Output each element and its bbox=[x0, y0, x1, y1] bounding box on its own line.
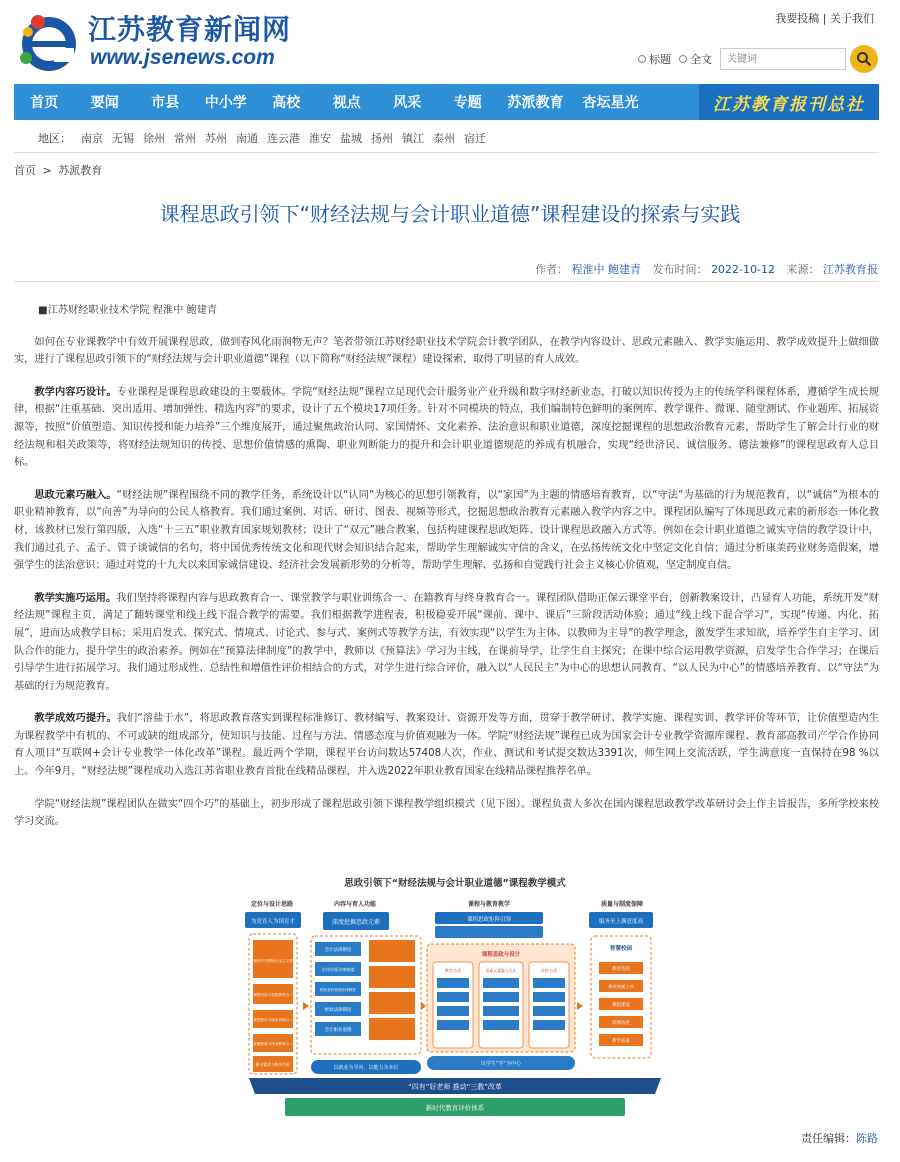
diagram-column-head: 定位与设计思路 bbox=[250, 901, 294, 908]
site-header bbox=[0, 0, 900, 84]
search-option-title[interactable] bbox=[638, 51, 671, 67]
site-name-en[interactable]: www.jsenews.com bbox=[90, 46, 275, 69]
region-bar bbox=[38, 130, 495, 146]
diagram-column-teaching bbox=[427, 900, 575, 1070]
diagram-footer: 新时代教育评价体系 bbox=[425, 1104, 485, 1112]
diagram-node: 课堂教学与职业训练合一 bbox=[253, 1018, 293, 1022]
region-link-suzhou[interactable]: 苏州 bbox=[205, 132, 227, 145]
teaching-model-diagram bbox=[227, 872, 683, 1120]
diagram-column-head: 内容与育人功能 bbox=[333, 901, 377, 908]
nav-item-universities[interactable]: 高校 bbox=[272, 95, 301, 111]
search-option-fulltext-label: 全文 bbox=[690, 53, 712, 66]
diagram-node: 教学方法 bbox=[444, 968, 462, 973]
diagram-node: 职业素养与终身发展 bbox=[255, 1062, 291, 1067]
diagram-node: 课程建设 bbox=[612, 1003, 630, 1008]
search-input[interactable] bbox=[720, 48, 846, 70]
diagram-node: 智慧校园 bbox=[609, 946, 633, 952]
nav-item-home[interactable]: 首页 bbox=[30, 95, 59, 111]
region-link-wuxi[interactable]: 无锡 bbox=[112, 132, 134, 145]
diagram-node: 思政元素融入方式 bbox=[485, 968, 517, 973]
search-area bbox=[638, 44, 878, 74]
nav-item-viewpoint[interactable]: 视点 bbox=[332, 95, 361, 111]
diagram-node: 诊断改进 bbox=[612, 1021, 630, 1026]
region-link-suqian[interactable]: 宿迁 bbox=[464, 132, 486, 145]
diagram-node: 支付结算法律制度 bbox=[321, 967, 355, 972]
diagram-node: 会计职业道德 bbox=[324, 1028, 352, 1033]
nav-item-news[interactable]: 要闻 bbox=[90, 95, 119, 111]
diagram-node: 课程思政与设计 bbox=[481, 952, 521, 958]
diagram-column-positioning bbox=[241, 900, 306, 1074]
diagram-node: 评价方法 bbox=[540, 968, 558, 973]
diagram-node: 会计法律制度 bbox=[324, 948, 352, 953]
region-link-changzhou[interactable]: 常州 bbox=[174, 132, 196, 145]
radio-circle-icon bbox=[679, 55, 687, 63]
diagram-node: 深度挖掘思政元素 bbox=[331, 919, 381, 926]
search-option-title-label: 标题 bbox=[649, 53, 671, 66]
nav-item-stars[interactable]: 杏坛星光 bbox=[582, 95, 639, 111]
article-paragraph bbox=[14, 384, 879, 472]
diagram-band-text: “四有”好老师 推动“三教”改革 bbox=[408, 1083, 502, 1091]
region-link-nanjing[interactable]: 南京 bbox=[81, 132, 103, 145]
paragraph-text: 我们坚持将课程内容与思政教育合一、课堂教学与职业训练合一、在籍教育与终身教育合一。课程团队借助正保云课堂平台，创新教案设计，凸显育人功能，系统开发“财经法规”课程主页，满足了翻转课堂和线上线下混合教学的需要。我们根据教学进程表，积极稳妥开展“课前、课中、课后”三阶段活动体验；通过“线上线下混合学习”，实现“传递、内化、拓展”，进而达成教学目标；采用启发式、探究式、情境式、讨论式、参与式、案例式等教学方法，有效实现“以学生为主体、以教师为主导”的教学理念，激发学生求知欲，培养学生自主学习、团队合作的能力，提升学生的政治素养。例如在“预算法律制度”的教学中，教师以《预算法》学习为主线，在课前导学，让学生自主探究；在课中综合运用教学资源，启发学生合作学习；在课后引导学生进行拓展学习。我们通过形成性、总结性和增值性评价相结合的方式，对学生进行综合评价，融入以“人民民主”为中心的思想认同教育、“以人民为中心”的情感培养教育、以“守法”为基础的行为规范教育。 bbox=[14, 592, 879, 692]
paragraph-lead: 教学成效巧提升。 bbox=[34, 713, 117, 725]
diagram-column-head: 质量与制度保障 bbox=[600, 901, 644, 908]
search-option-fulltext[interactable] bbox=[679, 51, 712, 67]
date-label: 发布时间： bbox=[652, 263, 708, 276]
nav-item-supai[interactable]: 苏派教育 bbox=[507, 95, 564, 111]
source-value: 江苏教育报 bbox=[823, 263, 878, 276]
breadcrumb-separator: > bbox=[42, 164, 52, 177]
paragraph-text: 我们“溶盐于水”，将思政教育落实到课程标准修订、教材编写、教案设计、资源开发等方面，贯穿于教学研讨、教学实施、课程实训、教学评价等环节，让价值塑造内生为课程教学中有机的、不可或缺的组成部分，使知识与技能、过程与方法、情感态度与价值观融为一体。学院“财经法规”课程已成为国家会计专业教学资源库课程、教育部高教司产学合作协同育人项目“互联网+会计专业教学一体化改革”课程。最近两个学期，课程平台访问数达57408人次，作业、测试和考试提交数达3391次，师生网上交流活跃，学生满意度一直保持在98 %以上。今年9月，“财经法规”课程成功入选江苏省职业教育首批在线精品课程，并入选2022年职业教育国家在线精品课程推荐名单。 bbox=[14, 713, 879, 778]
press-group-banner[interactable]: 江苏教育报刊总社 bbox=[699, 84, 879, 120]
nav-item-k12[interactable]: 中小学 bbox=[204, 95, 247, 111]
diagram-node: 教改课题立项 bbox=[608, 984, 634, 989]
article-paragraph bbox=[14, 710, 879, 780]
article-body bbox=[14, 302, 879, 846]
divider bbox=[14, 152, 879, 153]
search-button[interactable] bbox=[850, 45, 878, 73]
region-link-lianyungang[interactable]: 连云港 bbox=[267, 132, 300, 145]
paragraph-lead: 教学实施巧运用。 bbox=[34, 592, 117, 604]
breadcrumb-current[interactable]: 苏派教育 bbox=[58, 164, 103, 177]
region-link-yancheng[interactable]: 盐城 bbox=[340, 132, 362, 145]
paragraph-text: 专业课程是课程思政建设的主要载体。学院“财经法规”课程立足现代会计服务业产业升级和数字财经新业态，打破以知识传授为主的传统学科课程体系，遵循学生成长规律，根据“注重基础、突出适用、增加弹性、精选内容”的要求，设计了五个模块17项任务。针对不同模块的特点，我们编制特色鲜明的案例库、教学课件、微课、随堂测试、作业题库、拓展资源等，按照“价值塑造、知识传授和能力培养”三个维度展开，通过聚焦政治认同、家国情怀、文化素养、法治意识和职业道德，深度挖掘课程的思想政治教育元素，帮助学生了解会计行业的财经法规和相关政策等，将财经法规知识的传授、思想价值情感的熏陶、职业判断能力的提升和会计职业道德规范的养成有机融合，实现“经世济民、诚信服务、德法兼修”的课程思政育人总目标。 bbox=[14, 386, 880, 469]
diagram-column-head: 课程与教育教学 bbox=[467, 901, 511, 908]
diagram-node: 课程思政矩阵引领 bbox=[466, 917, 512, 923]
nav-item-topics[interactable]: 专题 bbox=[453, 95, 482, 111]
article-title: 课程思政引领下“财经法规与会计职业道德”课程建设的探索与实践 bbox=[159, 202, 741, 226]
article-paragraph bbox=[14, 590, 879, 696]
search-icon bbox=[856, 51, 872, 67]
source-label: 来源： bbox=[786, 263, 820, 276]
site-logo-icon[interactable] bbox=[14, 6, 84, 76]
article-meta bbox=[535, 261, 878, 277]
nav-item-cities[interactable]: 市县 bbox=[151, 95, 180, 111]
region-link-taizhou[interactable]: 泰州 bbox=[433, 132, 455, 145]
divider bbox=[14, 281, 879, 282]
paragraph-lead: 思政元素巧融入。 bbox=[34, 489, 117, 501]
region-link-xuzhou[interactable]: 徐州 bbox=[143, 132, 165, 145]
diagram-node: 服务至上满意度高 bbox=[598, 919, 644, 925]
diagram-node: 教材选用 bbox=[612, 967, 630, 972]
diagram-column-quality bbox=[589, 900, 653, 1058]
paragraph-text: “财经法规”课程围绕不同的教学任务，系统设计以“认同”为核心的思想引领教育，以“家国”为主题的情感培育教育，以“守法”为基础的行为规范教育，以“诚信”为根本的职业精神教育，以“向善”为导向的公民人格教育。我们通过案例、对话、研讨、图表、视频等形式，挖掘思想政治教育元素融入教学内容之中。课程团队编写了体现思政元素的新形态一体化教材，该教材已发行第四版，入选“十三五”职业教育国家规划教材；设计了“双元”融合教案，包括构建课程思政矩阵、设计课程思政融入方式等。例如在会计职业道德之诚实守信的教学设计中，我们通过孔子、孟子、管子谈诚信的名句，将中国优秀传统文化和现代财会知识结合起来，帮助学生理解诚实守信的含义，在弘扬传统文化中坚定文化自信；通过分析康美药业财务造假案，增强学生的法治意识；通过对党的十九大以来国家诚信建设、经济社会发展新形势的分析等，帮助学生理解、弘扬和自觉践行社会主义核心价值观，坚定制度自信。 bbox=[14, 489, 879, 572]
diagram-node: 课程内容与思政教育合一 bbox=[253, 993, 293, 997]
diagram-node: 税收征收管理法律制度 bbox=[320, 988, 356, 992]
breadcrumb bbox=[14, 162, 102, 178]
diagram-node: 教学质量 bbox=[612, 1039, 630, 1044]
region-link-zhenjiang[interactable]: 镇江 bbox=[402, 132, 424, 145]
region-label: 地区： bbox=[38, 132, 71, 145]
responsible-editor bbox=[801, 1130, 878, 1146]
paragraph-lead: 教学内容巧设计。 bbox=[34, 386, 117, 398]
article-paragraph bbox=[14, 487, 879, 575]
diagram-column-content bbox=[311, 900, 421, 1074]
site-name-cn[interactable]: 江苏教育新闻网 bbox=[88, 13, 292, 46]
diagram-node: 为党育人为国育才 bbox=[250, 919, 296, 925]
region-link-yangzhou[interactable]: 扬州 bbox=[371, 132, 393, 145]
author-value: 程淮中 鲍建青 bbox=[571, 263, 642, 276]
article-paragraph: 学院“财经法规”课程团队在做实“四个巧”的基础上，初步形成了课程思政引领下课程教学组织模式（见下图）。课程负责人多次在国内课程思政教学改革研讨会上作主旨报告，多所学校来校学习交流。 bbox=[14, 798, 879, 828]
region-link-nantong[interactable]: 南通 bbox=[236, 132, 258, 145]
diagram-node: 以学生“学”为中心 bbox=[480, 1061, 522, 1067]
editor-name[interactable]: 陈路 bbox=[856, 1132, 878, 1145]
region-link-huaian[interactable]: 淮安 bbox=[309, 132, 331, 145]
about-us-link[interactable]: 关于我们 bbox=[830, 12, 874, 25]
diagram-node: 以就业为导向，以能力为本位 bbox=[333, 1065, 399, 1071]
submit-article-link[interactable]: 我要投稿 bbox=[775, 12, 820, 25]
top-links bbox=[775, 10, 874, 26]
editor-label: 责任编辑： bbox=[801, 1132, 856, 1145]
date-value: 2022-10-12 bbox=[711, 263, 775, 276]
article-paragraph: 如何在专业课教学中有效开展课程思政，做到春风化雨润物无声？笔者带领江苏财经职业技术学院会计教学团队，在教学内容设计、思政元素融入、教学实施运用、教学成效提升上做细做实，进行了课程思政引领下的“财经法规与会计职业道德”课程（以下简称“财经法规”课程）建设探索，取得了明显的育人成效。 bbox=[14, 336, 879, 366]
diagram-node: 财政法律制度 bbox=[324, 1008, 352, 1013]
radio-circle-icon bbox=[638, 55, 646, 63]
diagram-title: 思政引领下“财经法规与会计职业道德”课程教学模式 bbox=[344, 878, 566, 889]
diagram-node: 在籍教育与终身教育合一 bbox=[253, 1042, 293, 1046]
top-links-separator: | bbox=[822, 12, 830, 25]
nav-item-style[interactable]: 风采 bbox=[393, 95, 422, 111]
author-label: 作者： bbox=[535, 263, 569, 276]
breadcrumb-home[interactable]: 首页 bbox=[14, 164, 36, 177]
main-nav bbox=[14, 84, 879, 120]
article-byline: ■江苏财经职业技术学院 程淮中 鲍建青 bbox=[38, 305, 218, 316]
diagram-node: 以习近平新时代中国特色社会主义思想为指导 bbox=[241, 959, 305, 963]
